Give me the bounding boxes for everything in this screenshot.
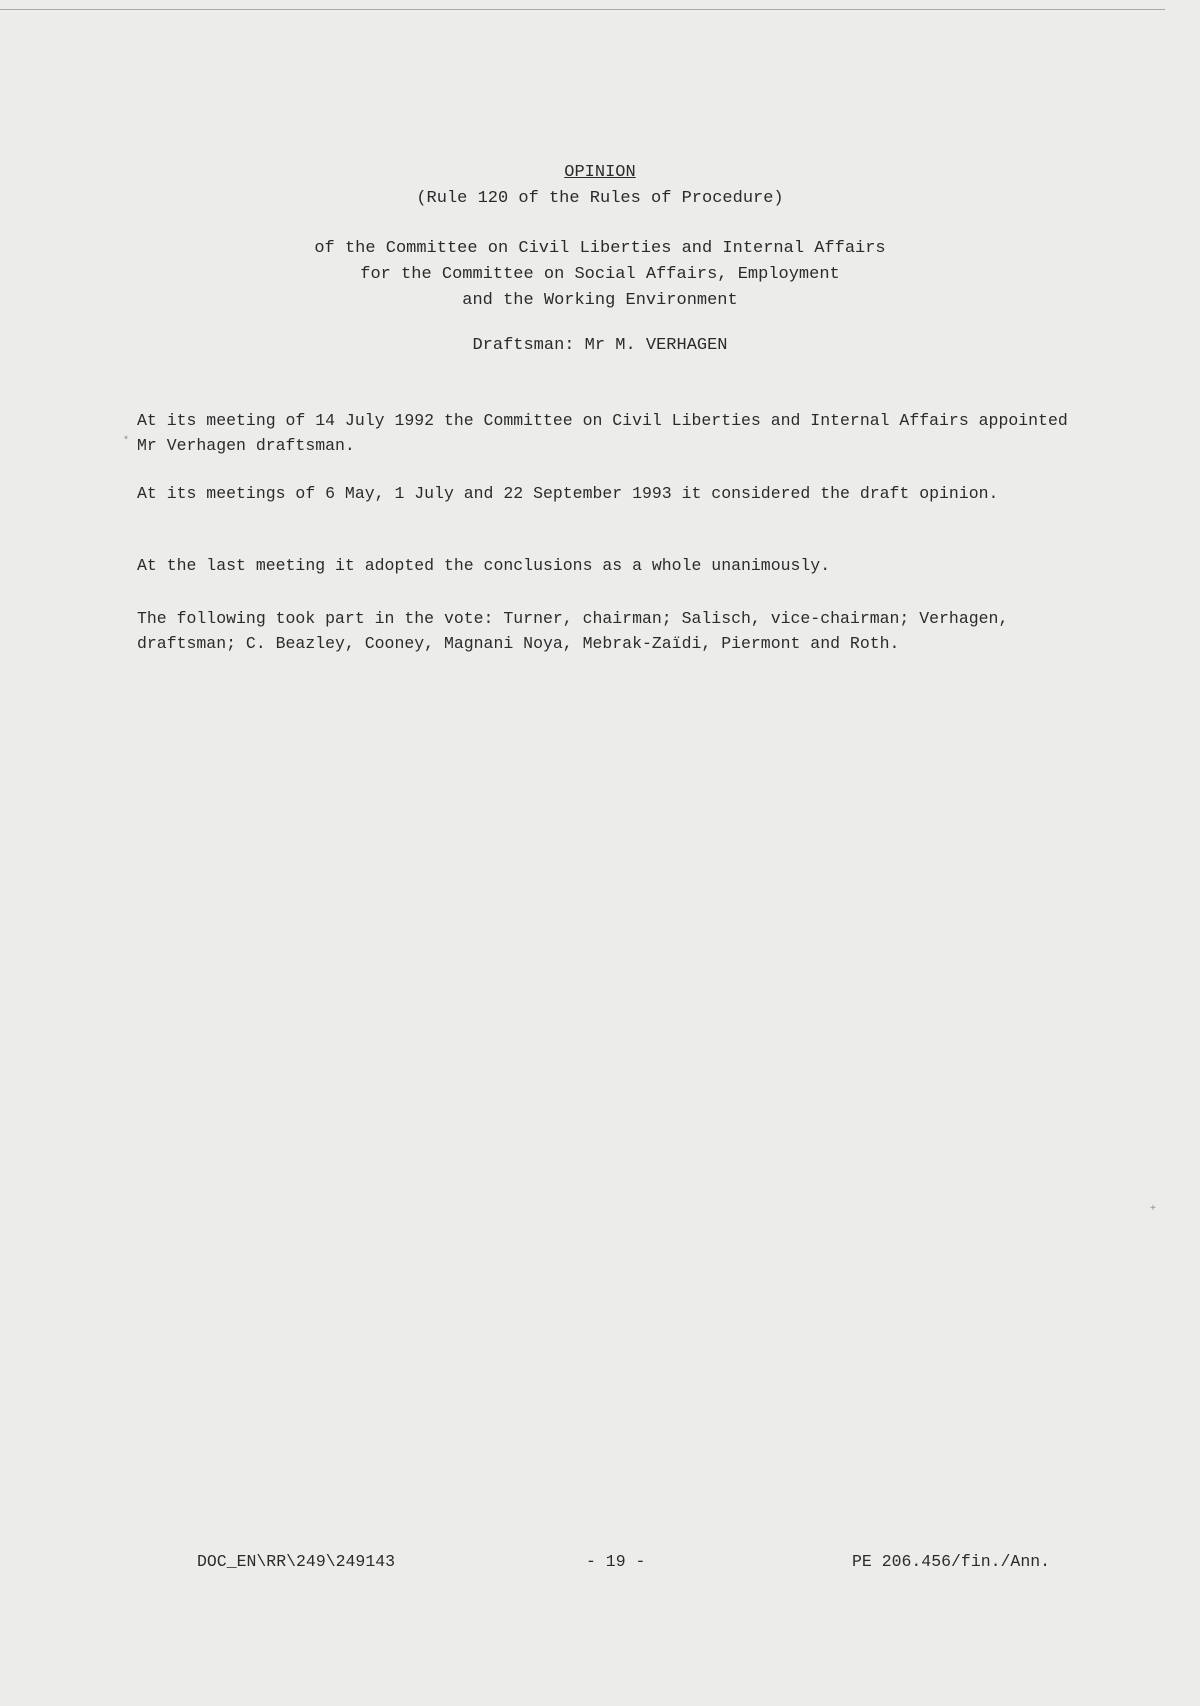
paragraph-adoption: At the last meeting it adopted the conclusions as a whole unanimously. — [137, 556, 831, 575]
scan-mark: + — [1150, 1204, 1157, 1215]
footer-page-number: - 19 - — [586, 1552, 646, 1571]
scan-mark: * — [123, 436, 130, 447]
committee-line-3: and the Working Environment — [462, 291, 738, 310]
footer-pe-reference: PE 206.456/fin./Ann. — [852, 1552, 1051, 1571]
top-rule — [0, 9, 1165, 10]
draftsman-line: Draftsman: Mr M. VERHAGEN — [472, 336, 728, 355]
committee-block — [0, 236, 1200, 314]
opinion-title: OPINION — [564, 163, 636, 182]
paragraph-appointment: At its meeting of 14 July 1992 the Committee on Civil Liberties and Internal Affairs appointed Mr Verhagen draftsman. — [137, 411, 1068, 455]
paragraph-vote: The following took part in the vote: Turner, chairman; Salisch, vice-chairman; Verhagen, draftsman; C. Beazley, Cooney, Magnani Noya, Mebrak-Zaïdi, Piermont and Roth. — [137, 609, 1009, 653]
footer-doc-reference: DOC_EN\RR\249\249143 — [197, 1552, 396, 1571]
paragraph-meetings: At its meetings of 6 May, 1 July and 22 September 1993 it considered the draft opinion. — [137, 484, 999, 503]
committee-line-1: of the Committee on Civil Liberties and Internal Affairs — [314, 239, 886, 258]
committee-line-2: for the Committee on Social Affairs, Employment — [360, 265, 840, 284]
rule-reference: (Rule 120 of the Rules of Procedure) — [416, 189, 784, 208]
